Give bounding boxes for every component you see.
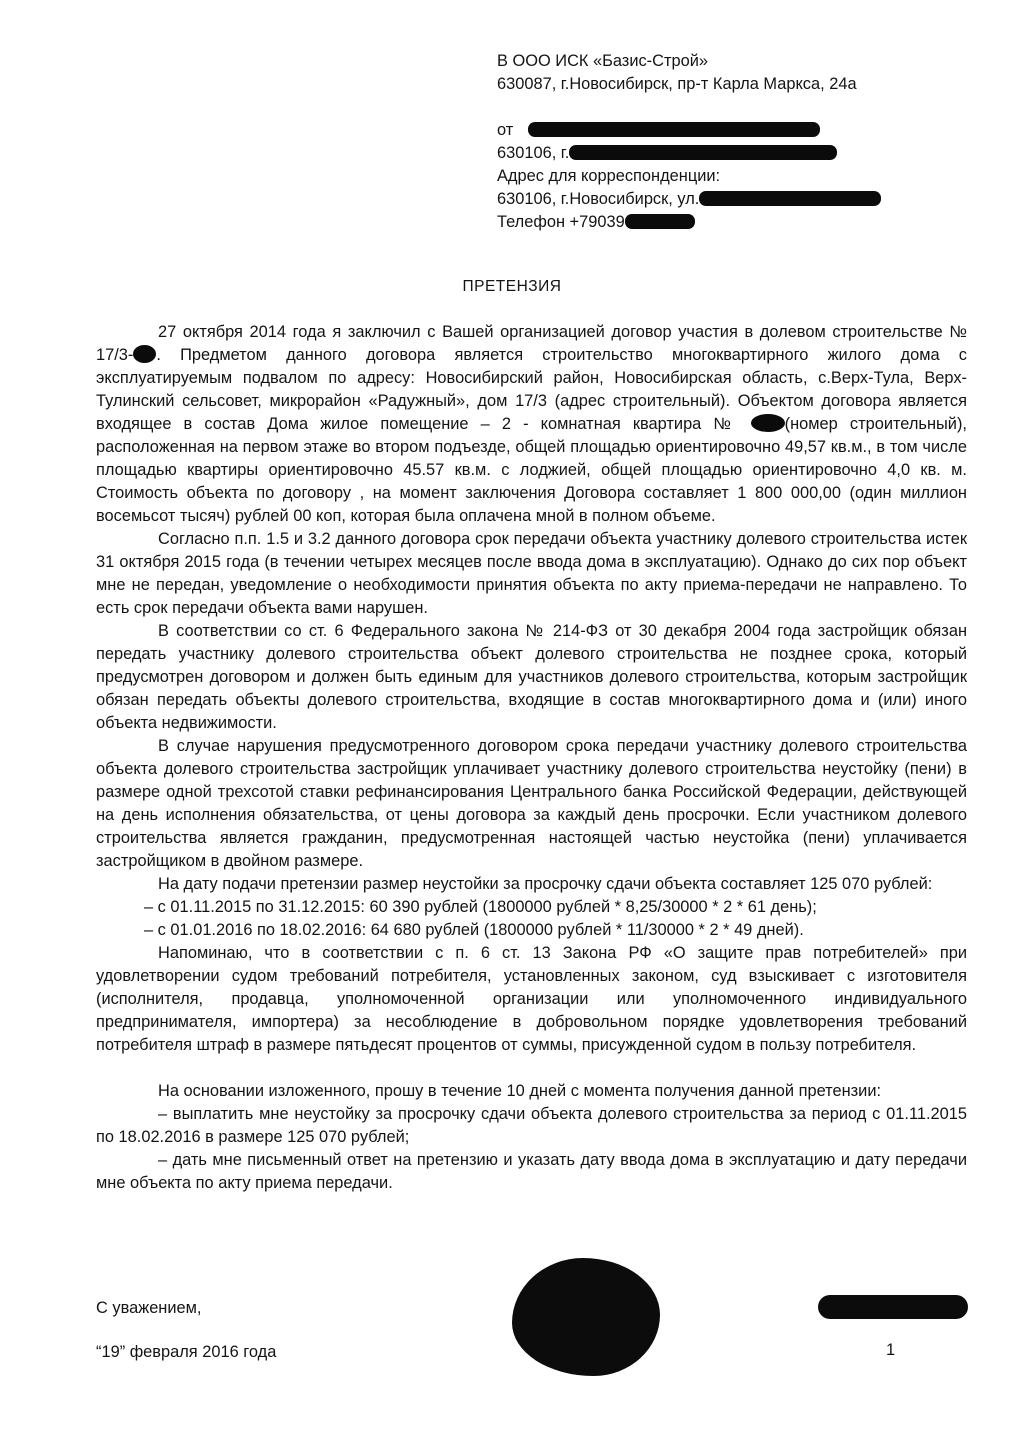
- paragraph-law: В соответствии со ст. 6 Федерального закона № 214-ФЗ от 30 декабря 2004 года застройщик обязан передать участнику долевого строительства объект долевого строительства не позднее срока, который предусмотрен договором и должен быть единым для участников долевого строительства, которым застройщик обязан передать объекты долевого строительства, входящие в состав многоквартирного дома и (или) иного объекта недвижимости.: [96, 622, 967, 732]
- redacted-signature: [512, 1258, 660, 1376]
- addressee-block: [497, 50, 977, 234]
- redacted-sender-address: [569, 145, 837, 160]
- paragraph-contract-part3: (номер строительный), расположенная на первом этаже во втором подъезде, общей площадью ориентировочно 49,57 кв.м., в том числе площадью квартиры ориентировочно 45.57 кв.м. с лоджией, общей площадью ориентировочно 4,0 кв. м. Стоимость объекта по договору , на момент заключения Договора составляет 1 800 000,00 (один миллион восемьсот тысяч) рублей 00 коп, которая была оплачена мной в полном объеме.: [96, 415, 967, 525]
- paragraph-contract-part1: 27 октября 2014 года я заключил с Вашей организацией договор участия в долевом строительстве № 17/3-: [96, 323, 967, 364]
- paragraph-penalty-rule: В случае нарушения предусмотренного договором срока передачи участнику долевого строительства объекта долевого строительства застройщик уплачивает участнику долевого строительства неустойку (пени) в размере одной трехсотой ставки рефинансирования Центрального банка Российской Федерации, действующей на день исполнения обязательства, от цены договора за каждый день просрочки. Если участником долевого строительства является гражданин, предусмотренная настоящей частью неустойка (пени) уплачивается застройщиком в двойном размере.: [96, 737, 967, 870]
- recipient-address: 630087, г.Новосибирск, пр-т Карла Маркса, 24а: [497, 75, 857, 93]
- penalty-calculation-1: – с 01.11.2015 по 31.12.2015: 60 390 рублей (1800000 рублей * 8,25/30000 * 2 * 61 день);: [144, 898, 817, 916]
- paragraph-contract-part2: . Предметом данного договора является строительство многоквартирного жилого дома с эксплуатируемым подвалом по адресу: Новосибирский район, Новосибирская область, с.Верх-Тула, Верх-Тулинский сельсовет, микрорайон «Радужный», дом 17/3 (адрес строительный). Объектом договора является входящее в состав Дома жилое помещение – 2 - комнатная квартира №: [96, 346, 967, 433]
- correspondence-label: Адрес для корреспонденции:: [497, 167, 721, 185]
- phone-number: Телефон +79039: [497, 213, 625, 231]
- request-item-2: – дать мне письменный ответ на претензию и указать дату ввода дома в эксплуатацию и дату передачи мне объекта по акту приема передачи.: [96, 1151, 967, 1192]
- phone-line: [497, 211, 977, 234]
- sender-line: [497, 119, 977, 142]
- correspondence-address-line: [497, 188, 977, 211]
- redacted-correspondence-address: [699, 191, 881, 206]
- page-number: 1: [886, 1341, 896, 1359]
- redacted-signer-name: [818, 1295, 968, 1319]
- claim-body: [96, 321, 967, 1195]
- paragraph-request: На основании изложенного, прошу в течение 10 дней с момента получения данной претензии:: [158, 1082, 882, 1100]
- correspondence-address: 630106, г.Новосибирск, ул.: [497, 190, 700, 208]
- request-item-1: – выплатить мне неустойку за просрочку сдачи объекта долевого строительства за период с 01.11.2015 по 18.02.2016 в размере 125 070 рублей;: [96, 1105, 967, 1146]
- sender-label: от: [497, 121, 514, 139]
- redacted-phone: [625, 214, 695, 229]
- recipient-name: В ООО ИСК «Базис-Строй»: [497, 52, 708, 70]
- sender-address: 630106, г.: [497, 144, 570, 162]
- sender-address-line: [497, 142, 977, 165]
- redacted-apartment-number: [751, 414, 785, 432]
- redacted-contract-number: [133, 345, 156, 363]
- paragraph-consumer-law: Напоминаю, что в соответствии с п. 6 ст. 13 Закона РФ «О защите прав потребителей» при удовлетворении судом требований потребителя, установленных законом, суд взыскивает с изготовителя (исполнителя, продавца, уполномоченной организации или уполномоченного индивидуального предпринимателя, импортера) за несоблюдение в добровольном порядке удовлетворения требований потребителя штраф в размере пятьдесят процентов от суммы, присужденной судом в пользу потребителя.: [96, 944, 967, 1054]
- penalty-calculation-2: – с 01.01.2016 по 18.02.2016: 64 680 рублей (1800000 рублей * 11/30000 * 2 * 49 дней).: [144, 921, 804, 939]
- closing-phrase: С уважением,: [96, 1299, 202, 1317]
- document-date: “19” февраля 2016 года: [96, 1343, 277, 1361]
- paragraph-contract: [96, 321, 967, 528]
- paragraph-deadline: Согласно п.п. 1.5 и 3.2 данного договора срок передачи объекта участнику долевого строительства истек 31 октября 2015 года (в течении четырех месяцев после ввода дома в эксплуатацию). Однако до сих пор объект мне не передан, уведомление о необходимости принятия объекта по акту приема-передачи не направлено. То есть срок передачи объекта вами нарушен.: [96, 530, 967, 617]
- paragraph-penalty-amount: На дату подачи претензии размер неустойки за просрочку сдачи объекта составляет 125 070 рублей:: [158, 875, 933, 893]
- redacted-sender-name: [528, 122, 820, 137]
- document-title: ПРЕТЕНЗИЯ: [462, 278, 562, 295]
